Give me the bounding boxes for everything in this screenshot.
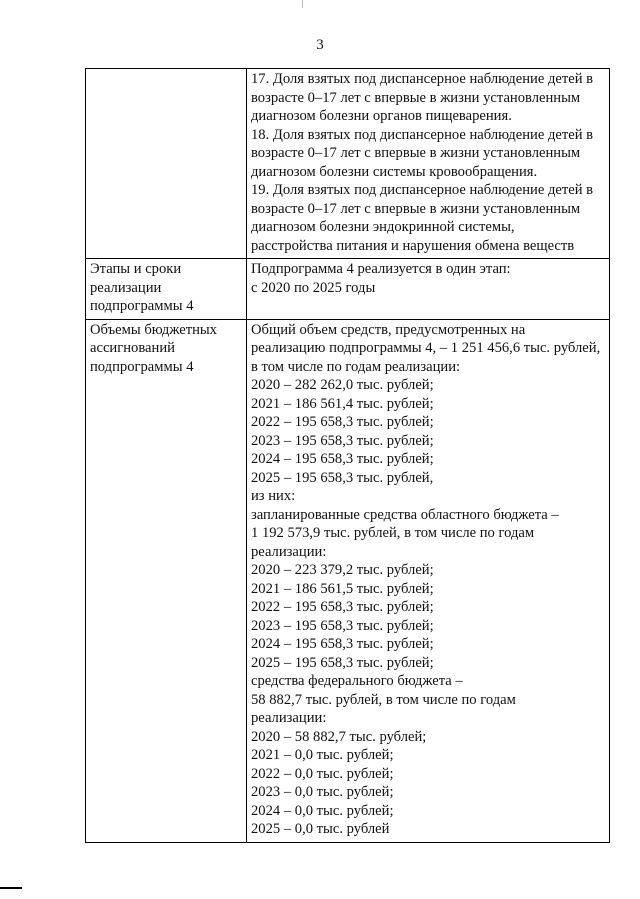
budget-text-line: 2022 – 0,0 тыс. рублей; [251,765,394,782]
budget-text-line: 2023 – 195 658,3 тыс. рублей; [251,432,434,449]
row-value-cell [247,319,610,842]
budget-text-line: 2025 – 0,0 тыс. рублей [251,821,390,837]
row-label-cell [86,259,247,320]
budget-text-line: 2020 – 282 262,0 тыс. рублей; [251,377,434,393]
budget-text-line: 2020 – 58 882,7 тыс. рублей; [251,728,427,745]
budget-text-line: реализации: [251,710,327,726]
budget-text-line: 2023 – 0,0 тыс. рублей; [251,784,394,800]
budget-text-line: реализации: [251,543,327,560]
budget-text-line: из них: [251,488,296,504]
label-text-line: подпрограммы 4 [90,358,194,375]
budget-text-line: 2024 – 195 658,3 тыс. рублей; [251,451,434,467]
label-text-line: ассигнований [90,340,175,356]
budget-text-line: 2020 – 223 379,2 тыс. рублей; [251,562,434,578]
goal-text-line: диагнозом болезни эндокринной системы, [251,219,515,235]
budget-text-line: 2021 – 186 561,5 тыс. рублей; [251,580,434,597]
table-row-goals [86,69,610,259]
row-value-cell [247,259,610,320]
page-number: 3 [316,37,324,53]
budget-text-line: 2025 – 195 658,3 тыс. рублей; [251,654,434,671]
goal-text-line: возрасте 0–17 лет с впервые в жизни установленным [251,89,581,106]
row-label-cell [86,69,247,259]
row-label-cell [86,319,247,842]
margin-mark [0,887,22,889]
goal-text-line: возрасте 0–17 лет с впервые в жизни установленным [251,200,581,217]
budget-text-line: реализацию подпрограммы 4, – 1 251 456,6 тыс. рублей, [251,340,601,356]
budget-text-line: 2023 – 195 658,3 тыс. рублей; [251,617,434,634]
label-text-line: Объемы бюджетных [90,321,217,338]
passport-table [85,68,610,843]
budget-text-line: 58 882,7 тыс. рублей, в том числе по годам [251,691,516,708]
goal-text-line: расстройства питания и нарушения обмена веществ [251,237,575,254]
label-text-line: Этапы и сроки [90,261,182,277]
budget-text-line: 2021 – 0,0 тыс. рублей; [251,747,394,763]
budget-text-line: 1 192 573,9 тыс. рублей, в том числе по годам [251,525,535,541]
budget-text-line: 2021 – 186 561,4 тыс. рублей; [251,395,434,412]
budget-text-line: 2025 – 195 658,3 тыс. рублей, [251,469,434,486]
label-text-line: подпрограммы 4 [90,298,194,314]
budget-text-line: 2024 – 195 658,3 тыс. рублей; [251,636,434,652]
stage-text-line: с 2020 по 2025 годы [251,279,376,296]
row-value-cell [247,69,610,259]
stage-text-line: Подпрограмма 4 реализуется в один этап: [251,261,511,277]
goal-text-line: возрасте 0–17 лет с впервые в жизни установленным [251,145,581,161]
budget-text-line: 2022 – 195 658,3 тыс. рублей; [251,414,434,430]
table-row-stages [86,259,610,320]
budget-text-line: 2022 – 195 658,3 тыс. рублей; [251,599,434,615]
goal-text-line: диагнозом болезни органов пищеварения. [251,108,512,124]
budget-text-line: в том числе по годам реализации: [251,358,461,375]
budget-text-line: средства федерального бюджета – [251,673,463,689]
goal-text-line: диагнозом болезни системы кровообращения. [251,163,538,180]
goal-text-line: 19. Доля взятых под диспансерное наблюдение детей в [251,182,594,198]
goal-text-line: 17. Доля взятых под диспансерное наблюдение детей в [251,71,594,87]
budget-text-line: 2024 – 0,0 тыс. рублей; [251,802,394,819]
table-row-budget [86,319,610,842]
budget-text-line: запланированные средства областного бюджета – [251,506,559,523]
label-text-line: реализации [90,279,162,296]
budget-text-line: Общий объем средств, предусмотренных на [251,321,526,338]
goal-text-line: 18. Доля взятых под диспансерное наблюдение детей в [251,126,594,143]
scan-mark [302,0,303,8]
